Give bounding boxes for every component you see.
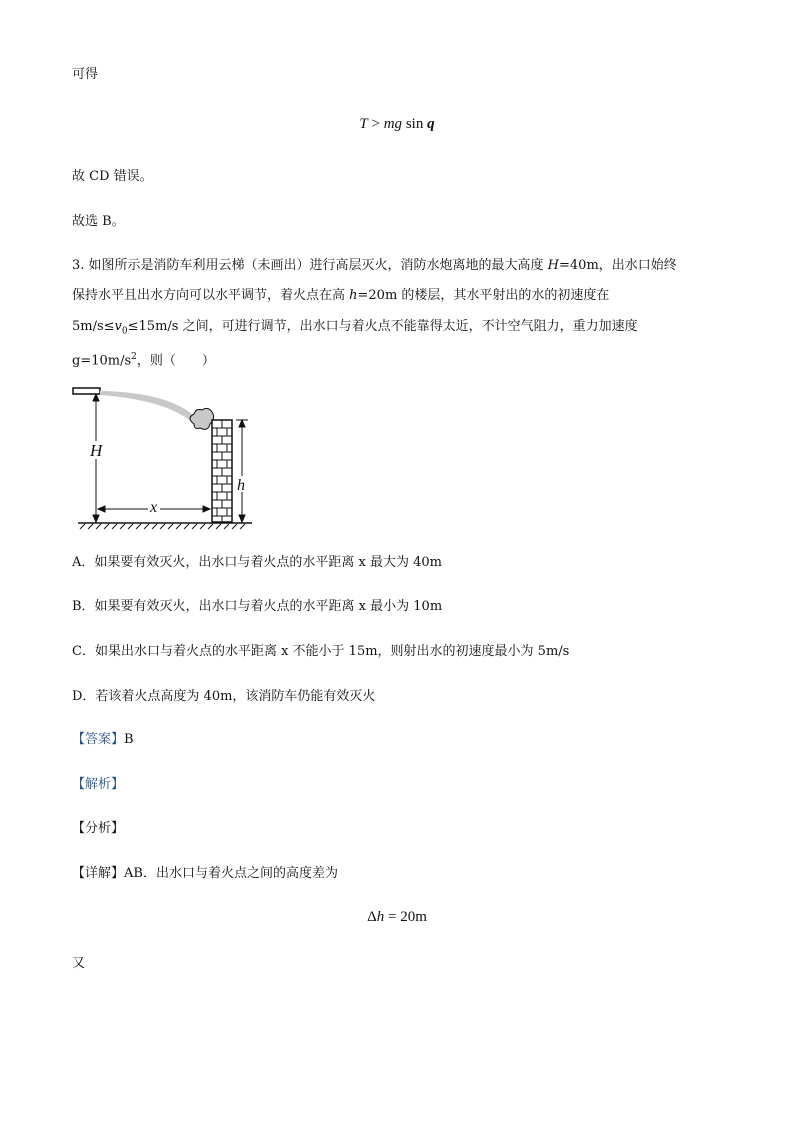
question-text: ，则（ ） [136, 353, 215, 369]
eq-rest: = 20m [384, 909, 427, 925]
text-line: 又 [72, 956, 86, 971]
var-h: h [349, 288, 358, 303]
question-text: 3. 如图所示是消防车利用云梯（未画出）进行高层灭火，消防水炮离地的最大高度 [72, 258, 548, 273]
question-text: ≤15m/s 之间，可进行调节，出水口与着火点不能靠得太近，不计空气阻力，重力加速度 [127, 319, 638, 334]
text-line: 故 CD 错误。 [72, 169, 153, 184]
equation [0, 116, 794, 133]
question-line [72, 348, 215, 370]
eq-op: > [367, 116, 384, 132]
eq-var: q [427, 116, 435, 132]
detail-text: AB．出水口与着火点之间的高度差为 [124, 866, 338, 881]
question-line [72, 318, 638, 341]
h-dimension [236, 420, 248, 522]
brick-wall [212, 420, 232, 522]
text-line: 故选 B。 [72, 214, 125, 229]
question-text: 保持水平且出水方向可以水平调节，着火点在高 [72, 288, 350, 303]
fire-truck-diagram [70, 384, 260, 534]
fire-smoke [190, 408, 214, 429]
answer-line [72, 731, 134, 749]
answer-value: B [124, 732, 134, 747]
option-a: A．如果要有效灭火，出水口与着火点的水平距离 x 最大为 40m [72, 555, 442, 570]
analysis-tag: 【解析】 [72, 777, 125, 792]
label-H: H [90, 441, 103, 460]
label-x: x [150, 499, 158, 516]
question-text: 5m/s≤ [72, 319, 115, 334]
detail-line [72, 865, 338, 883]
question-line [72, 287, 609, 305]
subscript: 0 [121, 326, 128, 337]
water-stream [100, 391, 198, 424]
answer-tag: 【答案】 [72, 732, 125, 747]
var-v: v [114, 319, 122, 334]
text-line: 可得 [72, 67, 99, 82]
detail-tag: 【详解】 [72, 866, 125, 881]
question-text: g=10m/s [72, 353, 132, 369]
question-line [72, 257, 677, 275]
label-h: h [237, 477, 245, 494]
eq-var: mg [383, 116, 403, 132]
option-d: D．若该着火点高度为 40m，该消防车仍能有效灭火 [72, 689, 376, 704]
fenxi-tag: 【分析】 [72, 821, 125, 836]
option-b: B．如果要有效灭火，出水口与着火点的水平距离 x 最小为 10m [72, 599, 443, 614]
option-c: C．如果出水口与着火点的水平距离 x 不能小于 15m，则射出水的初速度最小为 5m/s [72, 644, 570, 659]
superscript: 2 [131, 352, 137, 362]
var-H: H [547, 258, 560, 273]
eq-func: sin [402, 116, 428, 132]
question-text: =40m，出水口始终 [559, 258, 677, 273]
equation [0, 909, 794, 926]
ground [78, 523, 252, 529]
delta-symbol: Δ [367, 909, 377, 925]
question-text: =20m 的楼层，其水平射出的水的初速度在 [357, 288, 610, 303]
eq-var: T [359, 116, 368, 132]
eq-var: h [376, 909, 385, 925]
